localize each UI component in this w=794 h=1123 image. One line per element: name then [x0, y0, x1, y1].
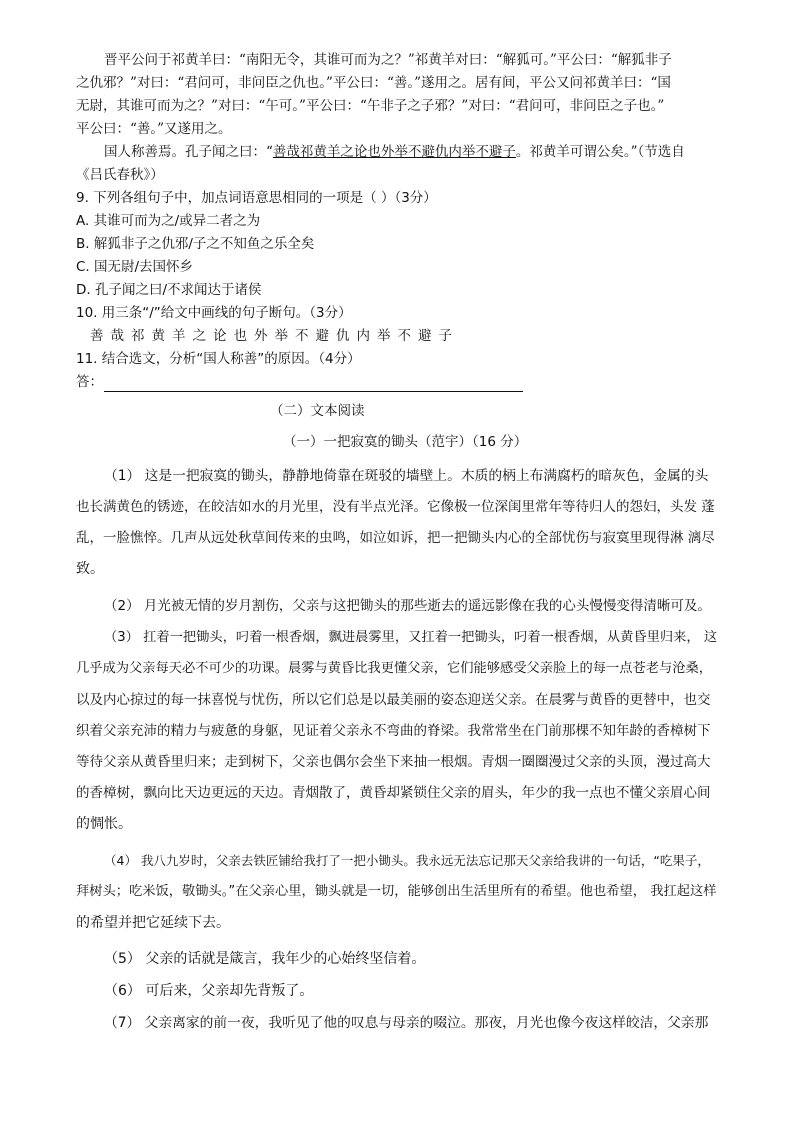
passage-text: 国人称善焉。孔子闻之曰：“ — [104, 144, 273, 160]
answer-label: 答： — [76, 374, 103, 390]
passage-line: 平公曰：“善。”又遂用之。 — [76, 121, 232, 137]
essay-line: （5） 父亲的话就是箴言，我年少的心始终坚信着。 — [104, 951, 426, 967]
essay-line: （4） 我八九岁时，父亲去铁匠铺给我打了一把小锄头。我永远无法忘记那天父亲给我讲的一句话，“吃果子， — [104, 853, 710, 868]
option-b: B. 解狐非子之仇邪/子之不知鱼之乐全矣 — [76, 236, 315, 252]
essay-line: 致。 — [76, 561, 104, 577]
essay-line: 以及内心掠过的每一抹喜悦与忧伤，所以它们总是以最美丽的姿态迎送父亲。在晨雾与黄昏的更替中，也交 — [76, 692, 711, 708]
essay-line: 也长满黄色的锈迹，在皎洁如水的月光里，没有半点光泽。它像极一位深闺里常年等待归人的怨妇，头发 蓬 — [76, 499, 715, 515]
passage-source: 《吕氏春秋》） — [76, 167, 164, 183]
passage-line: 之仇邪？”对曰：“君问可，非问臣之仇也。”平公曰：“善。”遂用之。居有间，平公又问祁黄羊曰：“国 — [76, 75, 671, 91]
essay-line: 几乎成为父亲每天必不可少的功课。晨雾与黄昏比我更懂父亲，它们能够感受父亲脸上的每一点苍老与沧桑， — [76, 661, 713, 676]
essay-line: 拜树头；吃米饭，敬锄头。”在父亲心里，锄头就是一切，能够创出生活里所有的希望。他也希望， 我扛起这样 — [76, 884, 717, 899]
essay-line: （6） 可后来，父亲却先背叛了。 — [104, 983, 314, 999]
passage-line: 晋平公问于祁黄羊曰：“南阳无令，其谁可而为之？”祁黄羊对曰：“解狐可。”平公曰：“解狐非子 — [104, 52, 672, 68]
passage-line — [104, 142, 685, 162]
section-subtitle: （一）一把寂寞的锄头（范宇）（16 分） — [283, 434, 528, 450]
essay-line: （7） 父亲离家的前一夜，我听见了他的叹息与母亲的啜泣。那夜，月光也像今夜这样皎洁，父亲那 — [104, 1015, 709, 1031]
essay-line: （1） 这是一把寂寞的锄头，静静地倚靠在斑驳的墙壁上。木质的柄上布满腐朽的暗灰色，金属的头 — [104, 468, 709, 484]
section-title: （二）文本阅读 — [270, 403, 365, 419]
option-d: D. 孔子闻之曰/不求闻达于诸侯 — [76, 282, 262, 298]
question-9: 9. 下列各组句子中，加点词语意思相同的一项是（ ）（3分） — [76, 190, 437, 206]
question-11: 11. 结合选文，分析“国人称善”的原因。（4分） — [76, 351, 361, 367]
option-c: C. 国无尉/去国怀乡 — [76, 259, 194, 275]
underlined-sentence: 善哉祁黄羊之论也外举不避仇内举不避子 — [272, 144, 516, 160]
essay-line: 的惆怅。 — [76, 816, 132, 832]
essay-line: （2） 月光被无情的岁月割伤，父亲与这把锄头的那些逝去的遥远影像在我的心头慢慢变得清晰可及。 — [104, 598, 711, 614]
essay-line: （3） 扛着一把锄头，叼着一根香烟，飘进晨雾里，又扛着一把锄头，叼着一根香烟，从黄昏里归来， 这 — [104, 630, 718, 645]
essay-line: 的香樟树，飘向比天边更远的天边。青烟散了，黄昏却紧锁住父亲的眉头，年少的我一点也不懂父亲眉心间 — [76, 785, 711, 801]
essay-line: 织着父亲充沛的精力与疲惫的身躯，见证着父亲永不弯曲的脊梁。我常常坐在门前那棵不知年龄的香樟树下 — [76, 723, 711, 739]
option-a: A. 其谁可而为之/或异二者之为 — [76, 213, 261, 229]
passage-text: 。祁黄羊可谓公矣。”（节选自 — [515, 144, 685, 160]
essay-line: 乱，一脸憔悴。几声从远处秋草间传来的虫鸣，如泣如诉，把一把锄头内心的全部忧伤与寂寞里现得淋 漓尽 — [76, 530, 715, 546]
question-10: 10. 用三条“/”给文中画线的句子断句。（3分） — [76, 305, 352, 321]
essay-line: 的希望并把它延续下去。 — [76, 915, 230, 931]
essay-line: 等待父亲从黄昏里归来；走到树下，父亲也偶尔会坐下来抽一根烟。青烟一圈圈漫过父亲的头顶，漫过高大 — [76, 754, 711, 770]
passage-line: 无尉，其谁可而为之？”对曰：“午可。”平公曰：“午非子之子邪？”对曰：“君问可，非问臣之子也。” — [76, 98, 665, 114]
answer-line[interactable] — [104, 391, 523, 392]
sentence-to-punctuate: 善哉祁黄羊之论也外举不避仇内举不避子 — [90, 328, 459, 344]
